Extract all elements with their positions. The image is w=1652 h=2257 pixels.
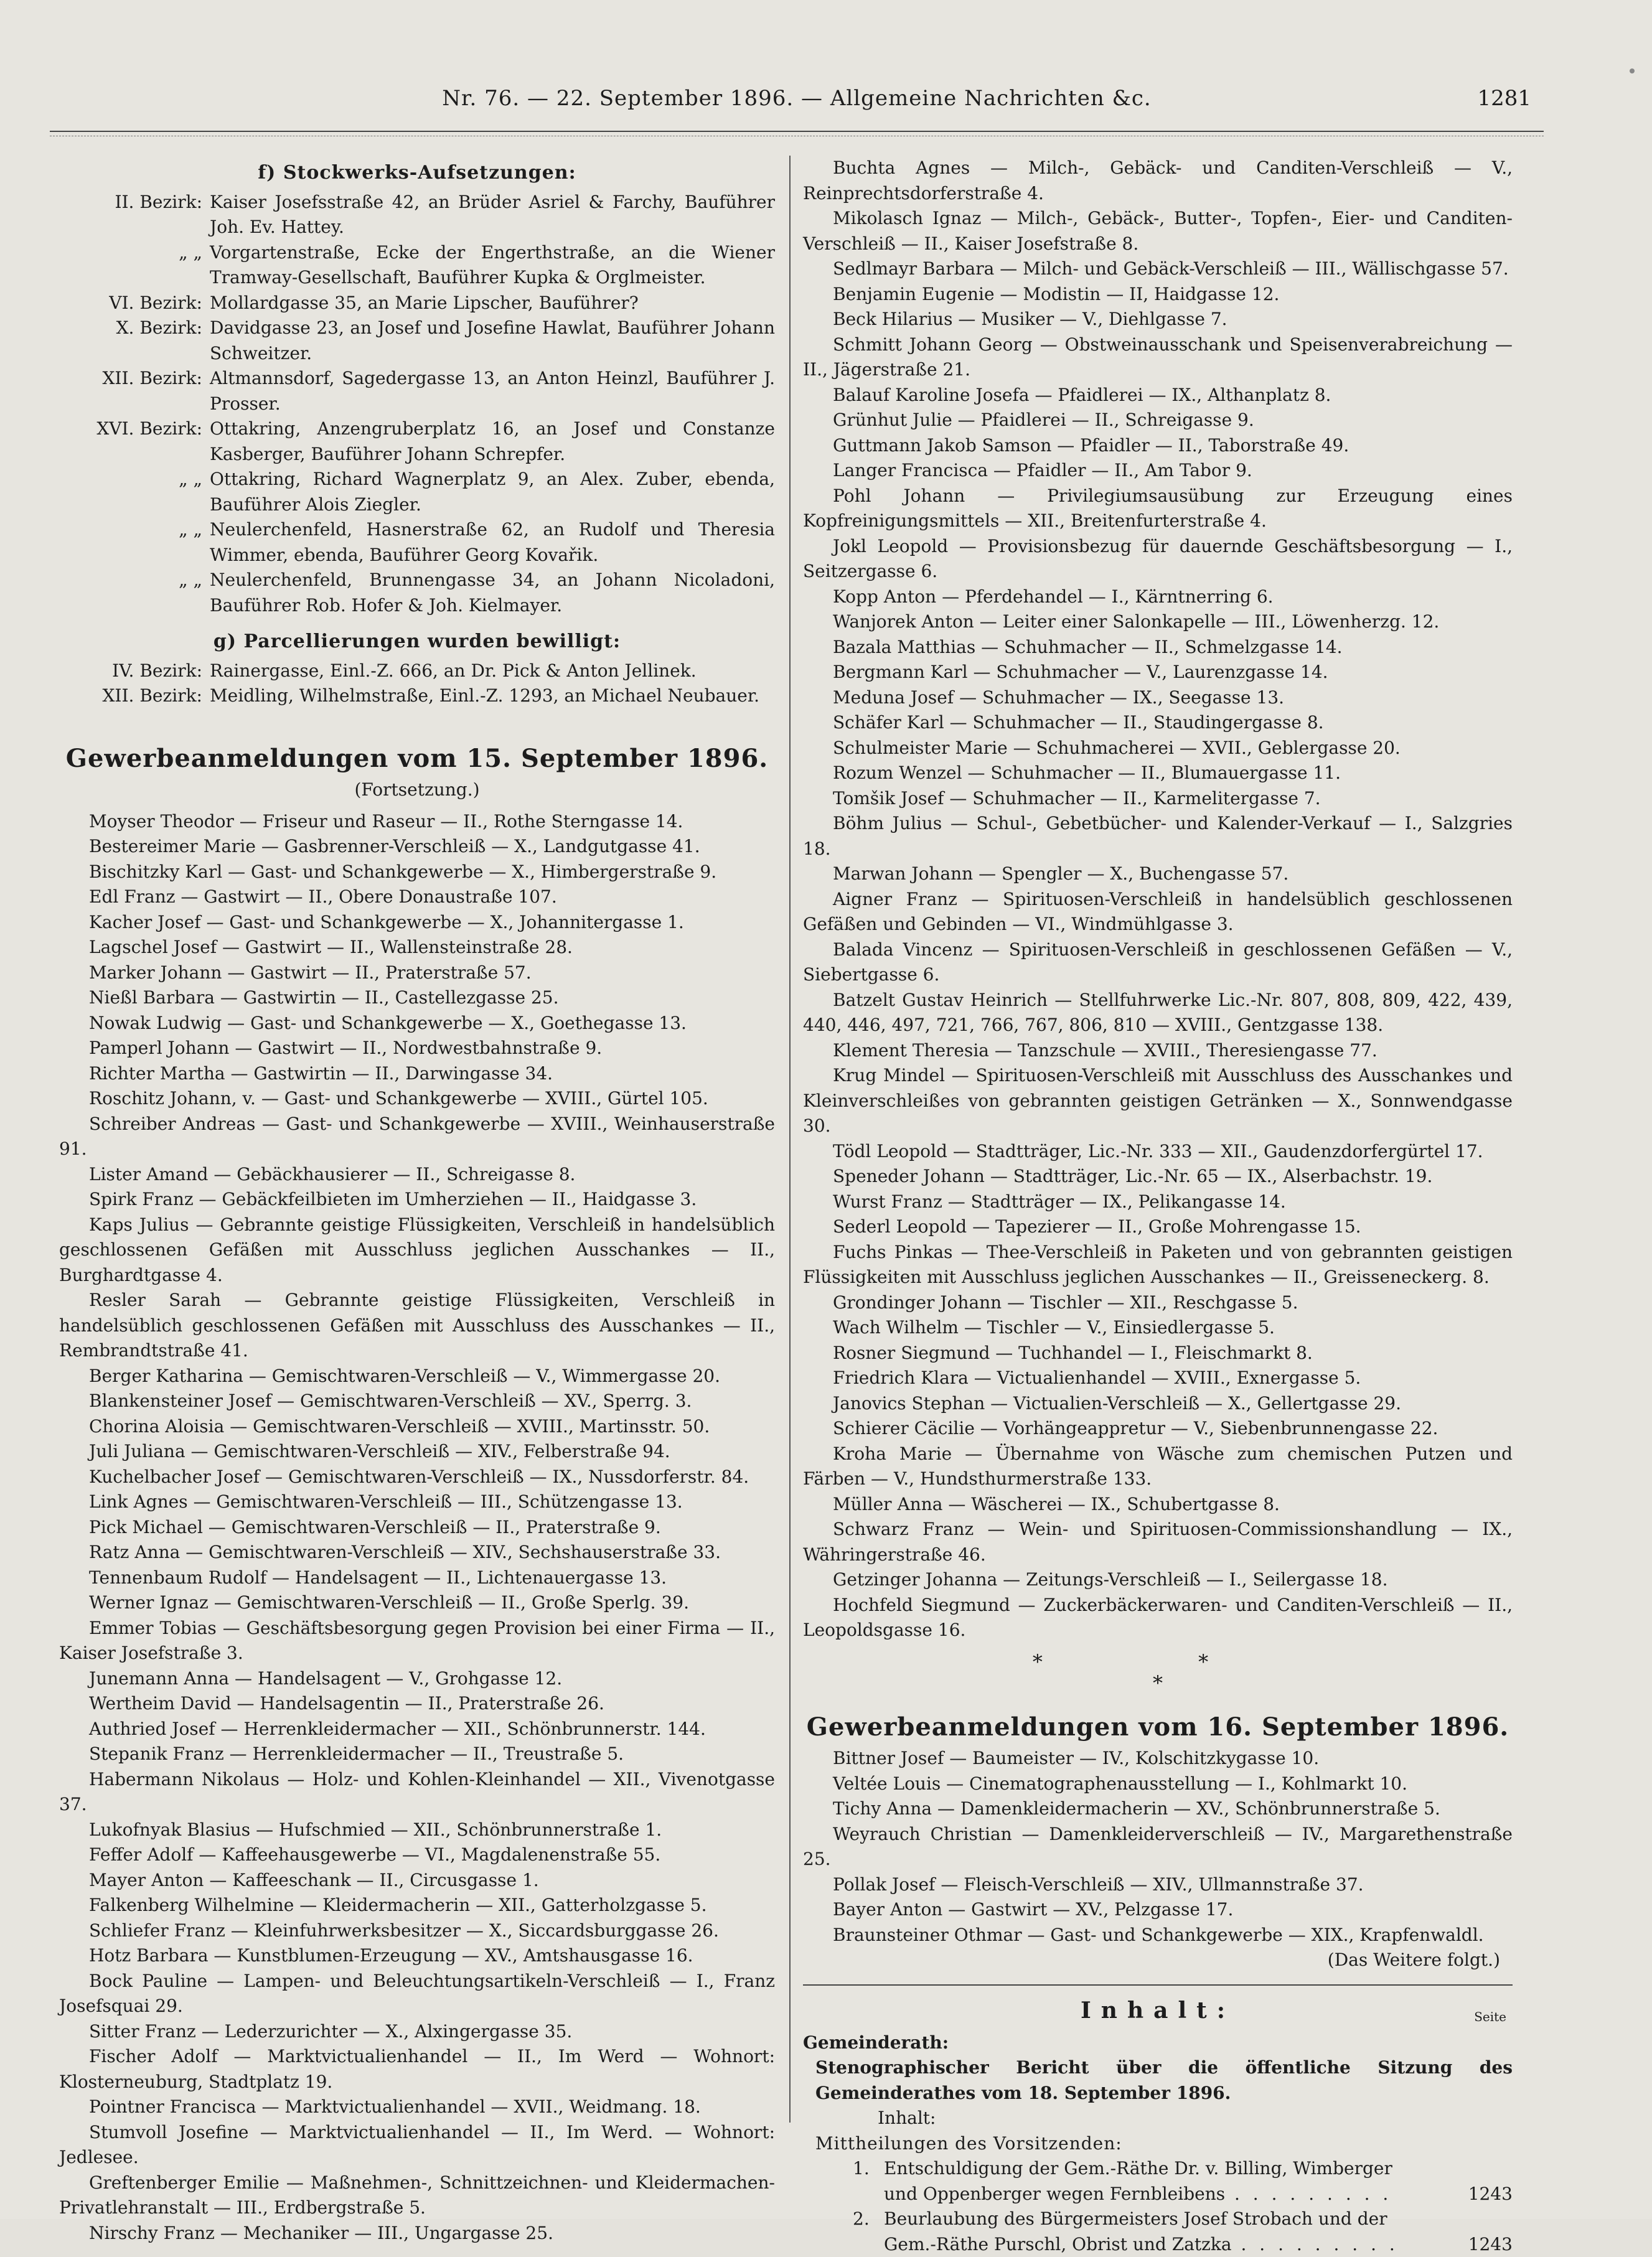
registration-entry: Schwarz Franz — Wein- und Spirituosen-Commissionshandlung — IX., Währingerstraße 46. bbox=[803, 1517, 1513, 1567]
registration-entry: Blankensteiner Josef — Gemischtwaren-Verschleiß — XV., Sperrg. 3. bbox=[59, 1389, 775, 1414]
toc-item-cont bbox=[803, 2182, 1513, 2207]
registration-entry: Schmitt Johann Georg — Obstweinausschank und Speisenverabreichung — II., Jägerstraße 21. bbox=[803, 332, 1513, 383]
bezirk-entry bbox=[59, 190, 775, 240]
bezirk-key: II. Bezirk: bbox=[59, 190, 210, 240]
right-column bbox=[803, 156, 1513, 2257]
bezirk-entry bbox=[59, 659, 775, 684]
bezirk-key: „ „ bbox=[59, 467, 210, 517]
registration-entry: Kroha Marie — Übernahme von Wäsche zum chemischen Putzen und Färben — V., Hundsthurmerstraße 133. bbox=[803, 1442, 1513, 1492]
registration-entry: Nirschy Franz — Mechaniker — III., Ungargasse 25. bbox=[59, 2221, 775, 2246]
registration-entry: Hochfeld Siegmund — Zuckerbäckerwaren- und Canditen-Verschleiß — II., Leopoldsgasse 16. bbox=[803, 1593, 1513, 1643]
registration-entry: Habermann Nikolaus — Holz- und Kohlen-Kleinhandel — XII., Vivenotgasse 37. bbox=[59, 1767, 775, 1818]
registration-entry: Authried Josef — Herrenkleidermacher — XII., Schönbrunnerstr. 144. bbox=[59, 1717, 775, 1742]
registration-entry: Werner Ignaz — Gemischtwaren-Verschleiß — II., Große Sperlg. 39. bbox=[59, 1590, 775, 1616]
registration-entry: Bischitzky Karl — Gast- und Schankgewerbe — X., Himbergerstraße 9. bbox=[59, 860, 775, 885]
registration-entry: Chorina Aloisia — Gemischtwaren-Verschleiß — XVIII., Martinsstr. 50. bbox=[59, 1414, 775, 1440]
registration-entry: Ratz Anna — Gemischtwaren-Verschleiß — XIV., Sechshauserstraße 33. bbox=[59, 1540, 775, 1565]
registration-entry: Bazala Matthias — Schuhmacher — II., Schmelzgasse 14. bbox=[803, 635, 1513, 660]
bezirk-entry bbox=[59, 517, 775, 568]
registration-entry: Bestereimer Marie — Gasbrenner-Verschleiß — X., Landgutgasse 41. bbox=[59, 834, 775, 860]
bezirk-key: VI. Bezirk: bbox=[59, 291, 210, 316]
registration-entry: Lister Amand — Gebäckhausierer — II., Schreigasse 8. bbox=[59, 1162, 775, 1188]
registration-entry: Tennenbaum Rudolf — Handelsagent — II., Lichtenauergasse 13. bbox=[59, 1565, 775, 1591]
gemeinderath-label: Gemeinderath: bbox=[803, 2030, 1513, 2056]
registration-entry: Stumvoll Josefine — Marktvictualienhandel — II., Im Werd. — Wohnort: Jedlesee. bbox=[59, 2120, 775, 2170]
section-f-title: f) Stockwerks-Aufsetzungen: bbox=[59, 161, 775, 186]
registration-entry: Wurst Franz — Stadtträger — IX., Pelikangasse 14. bbox=[803, 1190, 1513, 1215]
toc-list bbox=[803, 2156, 1513, 2257]
gewerbe-16-title: Gewerbeanmeldungen vom 16. September 1896. bbox=[803, 1715, 1513, 1740]
registration-entry: Schäfer Karl — Schuhmacher — II., Staudingergasse 8. bbox=[803, 710, 1513, 736]
column-divider bbox=[789, 156, 791, 2123]
registration-entry: Bittner Josef — Baumeister — IV., Kolschitzkygasse 10. bbox=[803, 1746, 1513, 1771]
registration-entry: Jokl Leopold — Provisionsbezug für dauernde Geschäftsbesorgung — I., Seitzergasse 6. bbox=[803, 534, 1513, 584]
inhalt-title: Inhalt: bbox=[803, 1998, 1513, 2024]
registration-entry: Balauf Karoline Josefa — Pfaidlerei — IX., Althanplatz 8. bbox=[803, 383, 1513, 408]
bezirk-entry bbox=[59, 291, 775, 316]
page-number: 1281 bbox=[1477, 86, 1531, 111]
registration-entry: Fuchs Pinkas — Thee-Verschleiß in Paketen und von gebrannten geistigen Flüssigkeiten mit Ausschluss jeglichen Ausschankes — II., Greisseneckerg. 8. bbox=[803, 1240, 1513, 1290]
registration-entry: Speneder Johann — Stadtträger, Lic.-Nr. 65 — IX., Alserbachstr. 19. bbox=[803, 1164, 1513, 1190]
registration-entry: Balada Vincenz — Spirituosen-Verschleiß in geschlossenen Gefäßen — V., Siebertgasse 6. bbox=[803, 937, 1513, 988]
toc-page: 1243 bbox=[1463, 2232, 1513, 2257]
toc-item bbox=[803, 2156, 1513, 2182]
registration-entry: Feffer Adolf — Kaffeehausgewerbe — VI., Magdalenenstraße 55. bbox=[59, 1842, 775, 1868]
separator-stars-bottom: * bbox=[803, 1671, 1513, 1696]
registration-entry: Pamperl Johann — Gastwirt — II., Nordwestbahnstraße 9. bbox=[59, 1036, 775, 1061]
registration-entry: Klement Theresia — Tanzschule — XVIII., Theresiengasse 77. bbox=[803, 1038, 1513, 1064]
registration-entry: Lagschel Josef — Gastwirt — II., Wallensteinstraße 28. bbox=[59, 935, 775, 960]
registration-entry: Schulmeister Marie — Schuhmacherei — XVII., Geblergasse 20. bbox=[803, 736, 1513, 761]
bezirk-entry bbox=[59, 366, 775, 416]
bezirk-key: „ „ bbox=[59, 517, 210, 568]
registration-entry: Pohl Johann — Privilegiumsausübung zur Erzeugung eines Kopfreinigungsmittels — XII., Breitenfurterstraße 4. bbox=[803, 484, 1513, 534]
bezirk-text: Ottakring, Richard Wagnerplatz 9, an Alex. Zuber, ebenda, Bauführer Alois Ziegler. bbox=[210, 467, 775, 517]
registration-entry: Marwan Johann — Spengler — X., Buchengasse 57. bbox=[803, 861, 1513, 887]
page-mark bbox=[1630, 68, 1635, 73]
registration-entry: Janovics Stephan — Victualien-Verschleiß — X., Gellertgasse 29. bbox=[803, 1391, 1513, 1417]
section-g-title: g) Parcellierungen wurden bewilligt: bbox=[59, 629, 775, 655]
registration-entry: Aigner Franz — Spirituosen-Verschleiß in handelsüblich geschlossenen Gefäßen und Gebinden — VI., Windmühlgasse 3. bbox=[803, 887, 1513, 937]
registration-entry: Roschitz Johann, v. — Gast- und Schankgewerbe — XVIII., Gürtel 105. bbox=[59, 1086, 775, 1112]
registration-entry: Nießl Barbara — Gastwirtin — II., Castellezgasse 25. bbox=[59, 985, 775, 1011]
registration-entry: Edl Franz — Gastwirt — II., Obere Donaustraße 107. bbox=[59, 884, 775, 910]
toc-line2-text: Gem.-Räthe Purschl, Obrist und Zatzka bbox=[884, 2234, 1232, 2255]
section-f-list bbox=[59, 190, 775, 619]
toc-line2-text: und Oppenberger wegen Fernbleibens bbox=[884, 2184, 1225, 2204]
bezirk-key: XII. Bezirk: bbox=[59, 366, 210, 416]
bezirk-text: Neulerchenfeld, Hasnerstraße 62, an Rudolf und Theresia Wimmer, ebenda, Bauführer Georg Kovařik. bbox=[210, 517, 775, 568]
registration-entry: Bergmann Karl — Schuhmacher — V., Laurenzgasse 14. bbox=[803, 660, 1513, 685]
registration-entry: Bayer Anton — Gastwirt — XV., Pelzgasse 17. bbox=[803, 1897, 1513, 1923]
registration-entry: Pollak Josef — Fleisch-Verschleiß — XIV., Ullmannstraße 37. bbox=[803, 1872, 1513, 1898]
seite-label: Seite bbox=[1474, 2004, 1506, 2030]
page-header bbox=[50, 86, 1544, 123]
registration-entry: Junemann Anna — Handelsagent — V., Grohgasse 12. bbox=[59, 1666, 775, 1692]
bezirk-text: Kaiser Josefsstraße 42, an Brüder Asriel & Farchy, Bauführer Joh. Ev. Hattey. bbox=[210, 190, 775, 240]
toc-number: 1. bbox=[853, 2156, 884, 2182]
registration-entry: Friedrich Klara — Victualienhandel — XVIII., Exnergasse 5. bbox=[803, 1366, 1513, 1391]
registration-entry: Fischer Adolf — Marktvictualienhandel — II., Im Werd — Wohnort: Klosterneuburg, Stadtplatz 19. bbox=[59, 2044, 775, 2095]
toc-leader-dots: . . . . . . . . . bbox=[1232, 2234, 1399, 2255]
bezirk-entry bbox=[59, 416, 775, 467]
toc-line1: Entschuldigung der Gem.-Räthe Dr. v. Billing, Wimberger bbox=[884, 2156, 1513, 2182]
continuation-note: (Das Weitere folgt.) bbox=[803, 1948, 1513, 1973]
registration-entry: Weyrauch Christian — Damenkleiderverschleiß — IV., Margarethenstraße 25. bbox=[803, 1822, 1513, 1872]
registration-entry: Langer Francisca — Pfaidler — II., Am Tabor 9. bbox=[803, 458, 1513, 484]
registration-entry: Kuchelbacher Josef — Gemischtwaren-Verschleiß — IX., Nussdorferstr. 84. bbox=[59, 1465, 775, 1490]
toc-leader-dots: . . . . . . . . . bbox=[1225, 2184, 1392, 2204]
toc-line2 bbox=[884, 2232, 1463, 2257]
gewerbe-15-title: Gewerbeanmeldungen vom 15. September 1896. bbox=[59, 746, 775, 772]
registration-entry: Grünhut Julie — Pfaidlerei — II., Schreigasse 9. bbox=[803, 408, 1513, 433]
registration-entry: Wertheim David — Handelsagentin — II., Praterstraße 26. bbox=[59, 1691, 775, 1717]
registration-entry: Mikolasch Ignaz — Milch-, Gebäck-, Butter-, Topfen-, Eier- und Canditen-Verschleiß — II., Kaiser Josefstraße 8. bbox=[803, 206, 1513, 256]
registration-entry: Veltée Louis — Cinematographenausstellung — I., Kohlmarkt 10. bbox=[803, 1771, 1513, 1797]
bezirk-text: Davidgasse 23, an Josef und Josefine Hawlat, Bauführer Johann Schweitzer. bbox=[210, 316, 775, 366]
registration-entry: Tödl Leopold — Stadtträger, Lic.-Nr. 333 — XII., Gaudenzdorfergürtel 17. bbox=[803, 1139, 1513, 1165]
bezirk-text: Vorgartenstraße, Ecke der Engerthstraße, an die Wiener Tramway-Gesellschaft, Bauführer Kupka & Orglmeister. bbox=[210, 240, 775, 291]
toc-item-cont bbox=[803, 2232, 1513, 2257]
registration-entry: Sitter Franz — Lederzurichter — X., Alxingergasse 35. bbox=[59, 2019, 775, 2045]
registration-entry: Krug Mindel — Spirituosen-Verschleiß mit Ausschluss des Ausschankes und Kleinverschleißes von gebrannten geistigen Getränken — X., Sonnwendgasse 30. bbox=[803, 1063, 1513, 1139]
registration-entry: Link Agnes — Gemischtwaren-Verschleiß — III., Schützengasse 13. bbox=[59, 1490, 775, 1515]
registration-entry: Grondinger Johann — Tischler — XII., Reschgasse 5. bbox=[803, 1290, 1513, 1316]
registration-entry: Kacher Josef — Gast- und Schankgewerbe — X., Johannitergasse 1. bbox=[59, 910, 775, 936]
registration-entry: Mayer Anton — Kaffeeschank — II., Circusgasse 1. bbox=[59, 1868, 775, 1893]
left-column bbox=[59, 156, 775, 2246]
registration-entry: Pointner Francisca — Marktvictualienhandel — XVII., Weidmang. 18. bbox=[59, 2095, 775, 2120]
bezirk-text: Ottakring, Anzengruberplatz 16, an Josef und Constanze Kasberger, Bauführer Johann Schrepfer. bbox=[210, 416, 775, 467]
registration-entry: Schliefer Franz — Kleinfuhrwerksbesitzer — X., Siccardsburggasse 26. bbox=[59, 1918, 775, 1944]
bezirk-key: XII. Bezirk: bbox=[59, 683, 210, 709]
bezirk-text: Neulerchenfeld, Brunnengasse 34, an Johann Nicoladoni, Bauführer Rob. Hofer & Joh. Kielmayer. bbox=[210, 568, 775, 618]
registration-entry: Tomšik Josef — Schuhmacher — II., Karmelitergasse 7. bbox=[803, 786, 1513, 812]
bezirk-key: X. Bezirk: bbox=[59, 316, 210, 366]
bezirk-entry bbox=[59, 467, 775, 517]
registration-entry: Guttmann Jakob Samson — Pfaidler — II., Taborstraße 49. bbox=[803, 433, 1513, 459]
fortsetzung-note: (Fortsetzung.) bbox=[59, 777, 775, 803]
registration-entry: Rosner Siegmund — Tuchhandel — I., Fleischmarkt 8. bbox=[803, 1341, 1513, 1366]
bezirk-entry bbox=[59, 568, 775, 618]
bezirk-text: Meidling, Wilhelmstraße, Einl.-Z. 1293, an Michael Neubauer. bbox=[210, 683, 775, 709]
registration-entry: Emmer Tobias — Geschäftsbesorgung gegen Provision bei einer Firma — II., Kaiser Josefstraße 3. bbox=[59, 1616, 775, 1666]
bezirk-entry bbox=[59, 316, 775, 366]
registration-entry: Bock Pauline — Lampen- und Beleuchtungsartikeln-Verschleiß — I., Franz Josefsquai 29. bbox=[59, 1969, 775, 2019]
registration-entry: Falkenberg Wilhelmine — Kleidermacherin — XII., Gatterholzgasse 5. bbox=[59, 1893, 775, 1918]
section-g-list bbox=[59, 659, 775, 709]
bezirk-entry bbox=[59, 683, 775, 709]
inhalt-sublabel: Inhalt: bbox=[803, 2106, 1513, 2131]
registration-entry: Spirk Franz — Gebäckfeilbieten im Umherziehen — II., Haidgasse 3. bbox=[59, 1187, 775, 1213]
registration-entry: Braunsteiner Othmar — Gast- und Schankgewerbe — XIX., Krapfenwaldl. bbox=[803, 1923, 1513, 1948]
header-rule bbox=[50, 131, 1544, 136]
toc-line1: Beurlaubung des Bürgermeisters Josef Strobach und der bbox=[884, 2207, 1513, 2232]
registration-entry: Berger Katharina — Gemischtwaren-Verschleiß — V., Wimmergasse 20. bbox=[59, 1364, 775, 1389]
right-entries-list bbox=[803, 156, 1513, 1643]
bezirk-text: Altmannsdorf, Sagedergasse 13, an Anton Heinzl, Bauführer J. Prosser. bbox=[210, 366, 775, 416]
registration-entry: Resler Sarah — Gebrannte geistige Flüssigkeiten, Verschleiß in handelsüblich geschlossenen Gefäßen mit Ausschluss des Ausschankes — II., Rembrandtstraße 41. bbox=[59, 1288, 775, 1364]
bezirk-text: Rainergasse, Einl.-Z. 666, an Dr. Pick & Anton Jellinek. bbox=[210, 659, 775, 684]
registration-entry: Beck Hilarius — Musiker — V., Diehlgasse 7. bbox=[803, 307, 1513, 332]
separator-stars-top: * * bbox=[803, 1649, 1513, 1675]
bezirk-key: XVI. Bezirk: bbox=[59, 416, 210, 467]
bericht-title: Stenographischer Bericht über die öffentliche Sitzung des Gemeinderathes vom 18. September 1896. bbox=[803, 2055, 1513, 2106]
toc-number: 2. bbox=[853, 2207, 884, 2232]
bezirk-key: „ „ bbox=[59, 240, 210, 291]
bezirk-key: „ „ bbox=[59, 568, 210, 618]
registration-entry: Müller Anna — Wäscherei — IX., Schubertgasse 8. bbox=[803, 1492, 1513, 1518]
registration-entry: Tichy Anna — Damenkleidermacherin — XV., Schönbrunnerstraße 5. bbox=[803, 1796, 1513, 1822]
bezirk-text: Mollardgasse 35, an Marie Lipscher, Bauführer? bbox=[210, 291, 775, 316]
registration-entry: Kopp Anton — Pferdehandel — I., Kärntnerring 6. bbox=[803, 584, 1513, 610]
bezirk-key: IV. Bezirk: bbox=[59, 659, 210, 684]
registration-entry: Pick Michael — Gemischtwaren-Verschleiß — II., Praterstraße 9. bbox=[59, 1515, 775, 1541]
registration-entry: Batzelt Gustav Heinrich — Stellfuhrwerke Lic.-Nr. 807, 808, 809, 422, 439, 440, 446, 497, 721, 766, 767, 806, 810 — XVIII., Gentzgasse 138. bbox=[803, 988, 1513, 1038]
inhalt-header bbox=[803, 1998, 1513, 2030]
toc-item bbox=[803, 2207, 1513, 2232]
registration-entry: Nowak Ludwig — Gast- und Schankgewerbe — X., Goethegasse 13. bbox=[59, 1011, 775, 1036]
registration-entry: Richter Martha — Gastwirtin — II., Darwingasse 34. bbox=[59, 1061, 775, 1087]
registration-entry: Getzinger Johanna — Zeitungs-Verschleiß — I., Seilergasse 18. bbox=[803, 1567, 1513, 1593]
registration-entry: Stepanik Franz — Herrenkleidermacher — II., Treustraße 5. bbox=[59, 1742, 775, 1767]
header-title: Nr. 76. — 22. September 1896. — Allgemeine Nachrichten &c. bbox=[50, 86, 1544, 111]
left-entries-list bbox=[59, 809, 775, 2246]
registration-entry: Benjamin Eugenie — Modistin — II, Haidgasse 12. bbox=[803, 282, 1513, 307]
toc-line2 bbox=[884, 2182, 1463, 2207]
bezirk-entry bbox=[59, 240, 775, 291]
registration-entry: Marker Johann — Gastwirt — II., Praterstraße 57. bbox=[59, 960, 775, 986]
inhalt-rule bbox=[803, 1984, 1513, 1986]
registration-entry: Sederl Leopold — Tapezierer — II., Große Mohrengasse 15. bbox=[803, 1214, 1513, 1240]
registration-entry: Sedlmayr Barbara — Milch- und Gebäck-Verschleiß — III., Wällischgasse 57. bbox=[803, 256, 1513, 282]
registration-entry: Wach Wilhelm — Tischler — V., Einsiedlergasse 5. bbox=[803, 1315, 1513, 1341]
registration-entry: Juli Juliana — Gemischtwaren-Verschleiß — XIV., Felberstraße 94. bbox=[59, 1439, 775, 1465]
registration-entry: Schierer Cäcilie — Vorhängeappretur — V., Siebenbrunnengasse 22. bbox=[803, 1416, 1513, 1442]
registration-entry: Moyser Theodor — Friseur und Raseur — II., Rothe Sterngasse 14. bbox=[59, 809, 775, 835]
mittheilungen-label: Mittheilungen des Vorsitzenden: bbox=[803, 2131, 1513, 2157]
registration-entry: Greftenberger Emilie — Maßnehmen-, Schnittzeichnen- und Kleidermachen-Privatlehranstalt — III., Erdbergstraße 5. bbox=[59, 2170, 775, 2221]
registration-entry: Meduna Josef — Schuhmacher — IX., Seegasse 13. bbox=[803, 685, 1513, 711]
registration-entry: Kaps Julius — Gebrannte geistige Flüssigkeiten, Verschleiß in handelsüblich geschlossenen Gefäßen mit Ausschluss jeglichen Ausschankes — II., Burghardtgasse 4. bbox=[59, 1213, 775, 1288]
right-entries16-list bbox=[803, 1746, 1513, 1948]
registration-entry: Wanjorek Anton — Leiter einer Salonkapelle — III., Löwenherzg. 12. bbox=[803, 609, 1513, 635]
registration-entry: Hotz Barbara — Kunstblumen-Erzeugung — XV., Amtshausgasse 16. bbox=[59, 1943, 775, 1969]
registration-entry: Buchta Agnes — Milch-, Gebäck- und Canditen-Verschleiß — V., Reinprechtsdorferstraße 4. bbox=[803, 156, 1513, 206]
registration-entry: Böhm Julius — Schul-, Gebetbücher- und Kalender-Verkauf — I., Salzgries 18. bbox=[803, 811, 1513, 861]
registration-entry: Lukofnyak Blasius — Hufschmied — XII., Schönbrunnerstraße 1. bbox=[59, 1818, 775, 1843]
registration-entry: Schreiber Andreas — Gast- und Schankgewerbe — XVIII., Weinhauserstraße 91. bbox=[59, 1112, 775, 1162]
toc-page: 1243 bbox=[1463, 2182, 1513, 2207]
registration-entry: Rozum Wenzel — Schuhmacher — II., Blumauergasse 11. bbox=[803, 761, 1513, 786]
